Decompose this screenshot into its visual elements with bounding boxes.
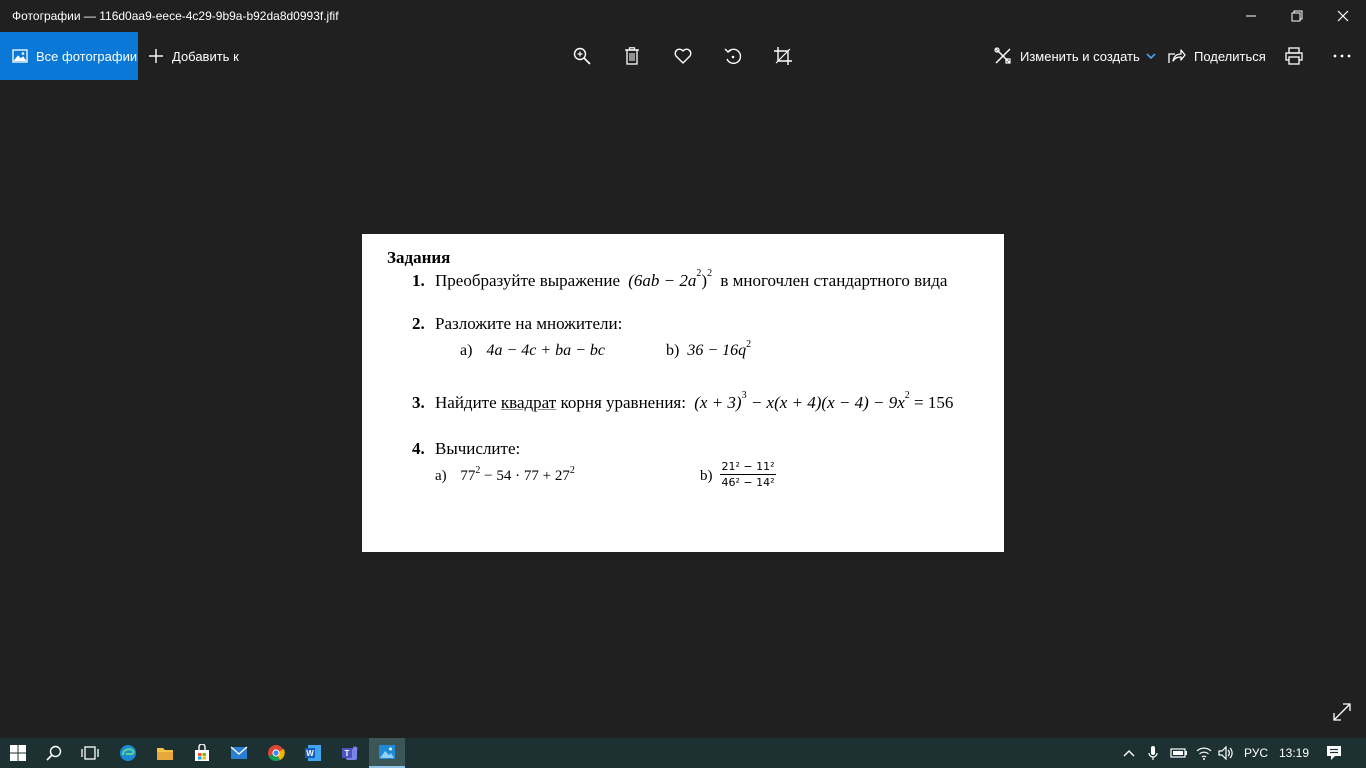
microphone-indicator[interactable] — [1144, 738, 1162, 768]
task-2-text: Разложите на множители: — [435, 314, 623, 333]
notification-icon — [1326, 745, 1342, 761]
print-icon — [1285, 47, 1303, 65]
start-button[interactable] — [0, 738, 36, 768]
rotate-button[interactable] — [713, 32, 753, 80]
task-4a-exp1: 2 — [475, 465, 481, 476]
delete-button[interactable] — [612, 32, 652, 80]
task-3-text-after: корня уравнения: — [560, 393, 686, 412]
edit-tools-icon — [994, 47, 1012, 65]
taskbar-chrome[interactable] — [258, 738, 294, 768]
wifi-icon — [1196, 746, 1212, 760]
fullscreen-button[interactable] — [1330, 700, 1354, 724]
photo-icon — [12, 48, 28, 64]
task-4-number: 4. — [412, 439, 425, 458]
language-indicator[interactable]: РУС — [1243, 746, 1269, 760]
expand-icon — [1332, 702, 1352, 722]
task-1-expr: (6ab − 2a — [628, 271, 697, 290]
task-2a-expr: 4a − 4c + ba − bc — [486, 342, 606, 359]
favorite-button[interactable] — [663, 32, 703, 80]
svg-text:W: W — [306, 749, 314, 758]
task-3-expr-b: − x(x + 4)(x − 4) − 9x — [750, 393, 905, 412]
task-3 — [412, 390, 954, 413]
fraction-line — [720, 474, 776, 475]
task-1 — [412, 268, 948, 291]
task-4a-part2: − 54 · 77 + 27 — [484, 468, 570, 484]
chrome-icon — [267, 744, 285, 762]
task-2a — [460, 342, 605, 360]
add-to-button[interactable] — [148, 32, 239, 80]
task-3-exp-a: 3 — [741, 390, 747, 401]
task-2b — [666, 339, 752, 360]
speaker-icon — [1218, 746, 1234, 760]
search-icon — [46, 745, 62, 761]
all-photos-button[interactable] — [0, 32, 138, 80]
window-title: Фотографии — 116d0aa9-eece-4c29-9b9a-b92da8d0993f.jfif — [12, 9, 339, 23]
taskbar-edge[interactable] — [110, 738, 146, 768]
chevron-up-icon — [1123, 749, 1135, 757]
task-4b-fraction — [720, 460, 776, 489]
photos-icon — [378, 744, 396, 760]
taskbar-file-explorer[interactable] — [147, 738, 183, 768]
task-4b-label: b) — [700, 468, 713, 484]
task-2 — [412, 314, 622, 334]
share-button[interactable] — [1168, 32, 1266, 80]
taskbar-word[interactable] — [295, 738, 331, 768]
task-3-number: 3. — [412, 393, 425, 412]
battery-icon — [1170, 747, 1188, 759]
edge-icon — [119, 744, 137, 762]
task-3-exp-b: 2 — [904, 390, 910, 401]
task-view-button[interactable] — [72, 738, 108, 768]
task-view-icon — [81, 745, 99, 761]
task-2a-label: a) — [460, 342, 473, 359]
task-3-underlined: квадрат — [500, 393, 557, 412]
edit-create-label: Изменить и создать — [1020, 48, 1140, 64]
crop-icon — [774, 47, 792, 65]
svg-text:T: T — [344, 749, 350, 758]
start-icon — [10, 745, 26, 761]
taskbar-teams[interactable] — [332, 738, 368, 768]
task-1-text: Преобразуйте выражение — [435, 271, 620, 290]
task-1-exp1: 2 — [696, 268, 702, 279]
toolbar — [0, 32, 1366, 80]
restore-icon — [1291, 10, 1303, 22]
photo-viewer[interactable] — [0, 80, 1366, 738]
battery-indicator[interactable] — [1168, 738, 1190, 768]
network-indicator[interactable] — [1194, 738, 1214, 768]
task-3-text-before: Найдите — [435, 393, 497, 412]
task-1-exp2: 2 — [707, 268, 713, 279]
search-button[interactable] — [36, 738, 72, 768]
edit-create-button[interactable] — [994, 32, 1156, 80]
minimize-icon — [1245, 10, 1257, 22]
task-2b-label: b) — [666, 342, 680, 359]
task-4a-label: a) — [435, 468, 447, 484]
task-2b-exp: 2 — [746, 339, 752, 350]
plus-icon — [148, 48, 164, 64]
task-4a — [435, 465, 575, 485]
task-1-number: 1. — [412, 271, 425, 290]
notifications-button[interactable] — [1322, 738, 1346, 768]
zoom-icon — [573, 47, 591, 65]
title-bar — [0, 0, 1366, 32]
crop-button[interactable] — [763, 32, 803, 80]
taskbar — [0, 738, 1366, 768]
task-4b-numerator: 21² − 11² — [721, 460, 775, 473]
mail-icon — [230, 746, 248, 760]
task-4-text: Вычислите: — [435, 439, 521, 458]
task-4a-part1: 77 — [460, 468, 476, 484]
task-2-number: 2. — [412, 314, 425, 333]
close-button[interactable] — [1320, 0, 1366, 32]
delete-icon — [624, 47, 640, 65]
restore-button[interactable] — [1274, 0, 1320, 32]
all-photos-label: Все фотографии — [36, 48, 138, 64]
taskbar-photos[interactable] — [369, 738, 405, 768]
clock[interactable]: 13:19 — [1278, 746, 1310, 760]
task-1-tail: в многочлен стандартного вида — [720, 271, 948, 290]
task-4a-exp2: 2 — [569, 465, 575, 476]
volume-indicator[interactable] — [1216, 738, 1236, 768]
task-3-expr-a: (x + 3) — [694, 393, 742, 412]
photo-heading: Задания — [387, 248, 451, 267]
task-4 — [412, 439, 520, 459]
taskbar-mail[interactable] — [221, 738, 257, 768]
more-icon — [1333, 54, 1351, 58]
rotate-icon — [724, 47, 742, 65]
minimize-button[interactable] — [1228, 0, 1274, 32]
photo-image — [362, 234, 1004, 552]
store-icon — [193, 744, 211, 762]
print-button[interactable] — [1274, 32, 1314, 80]
teams-icon — [341, 744, 359, 762]
favorite-icon — [674, 48, 692, 64]
taskbar-store[interactable] — [184, 738, 220, 768]
add-to-label: Добавить к — [172, 48, 239, 64]
more-button[interactable] — [1322, 32, 1362, 80]
chevron-down-icon — [1146, 52, 1156, 60]
microphone-icon — [1148, 745, 1158, 761]
close-icon — [1337, 10, 1349, 22]
task-2b-expr: 36 − 16q — [687, 342, 747, 359]
share-label: Поделиться — [1194, 48, 1266, 64]
file-explorer-icon — [156, 745, 174, 761]
zoom-button[interactable] — [562, 32, 602, 80]
task-3-expr-c: = 156 — [914, 393, 954, 412]
show-hidden-icons-button[interactable] — [1118, 738, 1140, 768]
task-4b-denominator: 46² − 14² — [721, 476, 775, 489]
word-icon — [304, 744, 322, 762]
task-1-expr-close: ) — [701, 271, 708, 290]
share-icon — [1168, 48, 1186, 64]
